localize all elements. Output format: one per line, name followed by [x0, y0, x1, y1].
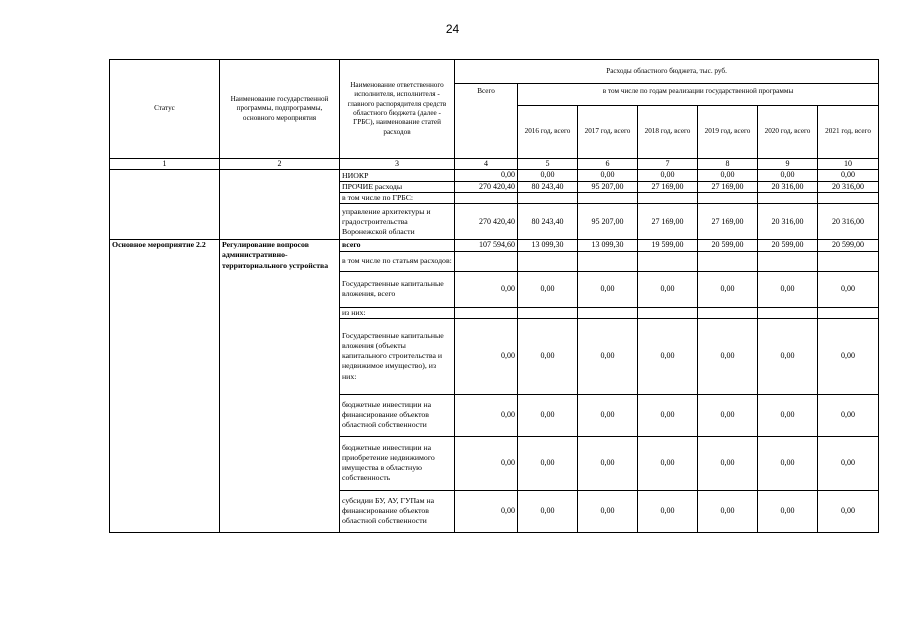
column-number: 2	[220, 159, 340, 170]
expense-value: 0,00	[578, 170, 638, 181]
expense-item-label: субсидии БУ, АУ, ГУПам на финансирование объектов областной собственности	[340, 490, 455, 532]
expense-value: 0,00	[698, 436, 758, 490]
expense-value: 0,00	[518, 170, 578, 181]
header-year: 2018 год, всего	[638, 106, 698, 159]
expense-value	[758, 193, 818, 204]
page-number: 24	[445, 22, 460, 36]
expense-value: 0,00	[758, 170, 818, 181]
expense-value: 107 594,60	[455, 240, 518, 251]
expense-value: 0,00	[818, 170, 879, 181]
expense-value	[578, 193, 638, 204]
expense-value	[638, 193, 698, 204]
expense-value: 0,00	[818, 436, 879, 490]
expense-value: 20 316,00	[818, 204, 879, 240]
expense-value: 0,00	[818, 271, 879, 307]
expense-value: 0,00	[518, 436, 578, 490]
expense-value	[818, 193, 879, 204]
header-status: Статус	[110, 60, 220, 159]
expense-item-label: из них:	[340, 307, 455, 318]
expense-value: 27 169,00	[638, 204, 698, 240]
column-number: 7	[638, 159, 698, 170]
section-status: Основное мероприятие 2.2	[110, 240, 220, 533]
column-number: 4	[455, 159, 518, 170]
header-year: 2019 год, всего	[698, 106, 758, 159]
expense-value: 0,00	[578, 436, 638, 490]
expense-value: 0,00	[818, 490, 879, 532]
header-year: 2020 год, всего	[758, 106, 818, 159]
expense-value: 27 169,00	[638, 181, 698, 192]
header-year: 2017 год, всего	[578, 106, 638, 159]
expense-value: 0,00	[638, 394, 698, 436]
expense-value	[698, 193, 758, 204]
expense-value: 0,00	[455, 436, 518, 490]
expense-value: 20 316,00	[758, 181, 818, 192]
expense-item-label: бюджетные инвестиции на финансирование объектов областной собственности	[340, 394, 455, 436]
expense-value: 0,00	[455, 170, 518, 181]
expense-value: 0,00	[455, 394, 518, 436]
header-total: Всего	[455, 84, 518, 159]
expense-value: 20 599,00	[818, 240, 879, 251]
expense-value: 0,00	[638, 436, 698, 490]
expense-value: 20 316,00	[818, 181, 879, 192]
expense-value	[455, 193, 518, 204]
expense-value: 0,00	[638, 490, 698, 532]
expense-value	[638, 251, 698, 271]
expense-value: 0,00	[518, 490, 578, 532]
expense-value: 0,00	[698, 318, 758, 394]
header-name: Наименование государственной программы, подпрограммы, основного мероприятия	[220, 60, 340, 159]
expense-item-label: управление архитектуры и градостроительства Воронежской области	[340, 204, 455, 240]
expense-value: 20 599,00	[758, 240, 818, 251]
column-number: 3	[340, 159, 455, 170]
expense-value: 0,00	[638, 271, 698, 307]
expense-value: 0,00	[578, 318, 638, 394]
expense-value: 0,00	[818, 394, 879, 436]
column-number: 10	[818, 159, 879, 170]
expense-value: 19 599,00	[638, 240, 698, 251]
expense-value: 0,00	[698, 490, 758, 532]
expense-value: 0,00	[758, 490, 818, 532]
expense-value: 0,00	[455, 271, 518, 307]
header-expenses: Расходы областного бюджета, тыс. руб.	[455, 60, 879, 84]
expense-value	[818, 307, 879, 318]
column-number: 6	[578, 159, 638, 170]
expense-value: 95 207,00	[578, 204, 638, 240]
expense-value	[455, 251, 518, 271]
expense-value	[518, 251, 578, 271]
expense-value	[698, 307, 758, 318]
expense-value	[578, 307, 638, 318]
expense-value: 80 243,40	[518, 204, 578, 240]
expense-value	[698, 251, 758, 271]
column-number: 8	[698, 159, 758, 170]
expense-value	[638, 307, 698, 318]
expense-item-label: Государственные капитальные вложения (объекты капитального строительства и недвижимое имущество), из них:	[340, 318, 455, 394]
expense-value: 0,00	[758, 318, 818, 394]
expense-item-label: ПРОЧИЕ расходы	[340, 181, 455, 192]
expense-value: 95 207,00	[578, 181, 638, 192]
section-name: Регулирование вопросов административно-территориального устройства	[220, 240, 340, 533]
expense-value: 80 243,40	[518, 181, 578, 192]
header-year: 2021 год, всего	[818, 106, 879, 159]
expense-value: 0,00	[698, 394, 758, 436]
expense-value	[518, 307, 578, 318]
expense-value: 270 420,40	[455, 181, 518, 192]
expense-value	[818, 251, 879, 271]
expense-value: 0,00	[578, 271, 638, 307]
expense-value	[455, 307, 518, 318]
expense-value: 0,00	[638, 170, 698, 181]
expense-value	[518, 193, 578, 204]
header-by-years: в том числе по годам реализации государственной программы	[518, 84, 879, 106]
expense-value: 0,00	[578, 490, 638, 532]
expense-item-label: всего	[340, 240, 455, 251]
expense-value: 0,00	[698, 271, 758, 307]
expense-value: 27 169,00	[698, 204, 758, 240]
expense-value: 27 169,00	[698, 181, 758, 192]
expense-value: 0,00	[758, 436, 818, 490]
expense-value: 0,00	[578, 394, 638, 436]
expense-value	[758, 307, 818, 318]
column-number: 9	[758, 159, 818, 170]
expense-item-label: в том числе по ГРБС:	[340, 193, 455, 204]
expense-value: 0,00	[638, 318, 698, 394]
expense-value	[758, 251, 818, 271]
budget-table	[109, 59, 879, 533]
header-year: 2016 год, всего	[518, 106, 578, 159]
header-executor: Наименование ответственного исполнителя, исполнителя - главного распорядителя средств областного бюджета (далее - ГРБС), наименование статей расходов	[340, 60, 455, 159]
expense-value: 13 099,30	[518, 240, 578, 251]
expense-value: 0,00	[758, 394, 818, 436]
column-number: 1	[110, 159, 220, 170]
expense-value: 0,00	[518, 394, 578, 436]
expense-value: 0,00	[818, 318, 879, 394]
name-cell	[220, 170, 340, 240]
table-row	[110, 170, 879, 181]
expense-value: 13 099,30	[578, 240, 638, 251]
expense-value: 0,00	[518, 318, 578, 394]
status-cell	[110, 170, 220, 240]
table-row	[110, 240, 879, 251]
expense-value: 0,00	[455, 318, 518, 394]
column-number: 5	[518, 159, 578, 170]
expense-value: 0,00	[518, 271, 578, 307]
expense-item-label: в том числе по статьям расходов:	[340, 251, 455, 271]
expense-value: 270 420,40	[455, 204, 518, 240]
expense-value	[578, 251, 638, 271]
expense-item-label: НИОКР	[340, 170, 455, 181]
expense-value: 20 599,00	[698, 240, 758, 251]
expense-value: 20 316,00	[758, 204, 818, 240]
expense-value: 0,00	[455, 490, 518, 532]
expense-value: 0,00	[758, 271, 818, 307]
expense-item-label: бюджетные инвестиции на приобретение недвижимого имущества в областную собственность	[340, 436, 455, 490]
expense-item-label: Государственные капитальные вложения, всего	[340, 271, 455, 307]
expense-value: 0,00	[698, 170, 758, 181]
